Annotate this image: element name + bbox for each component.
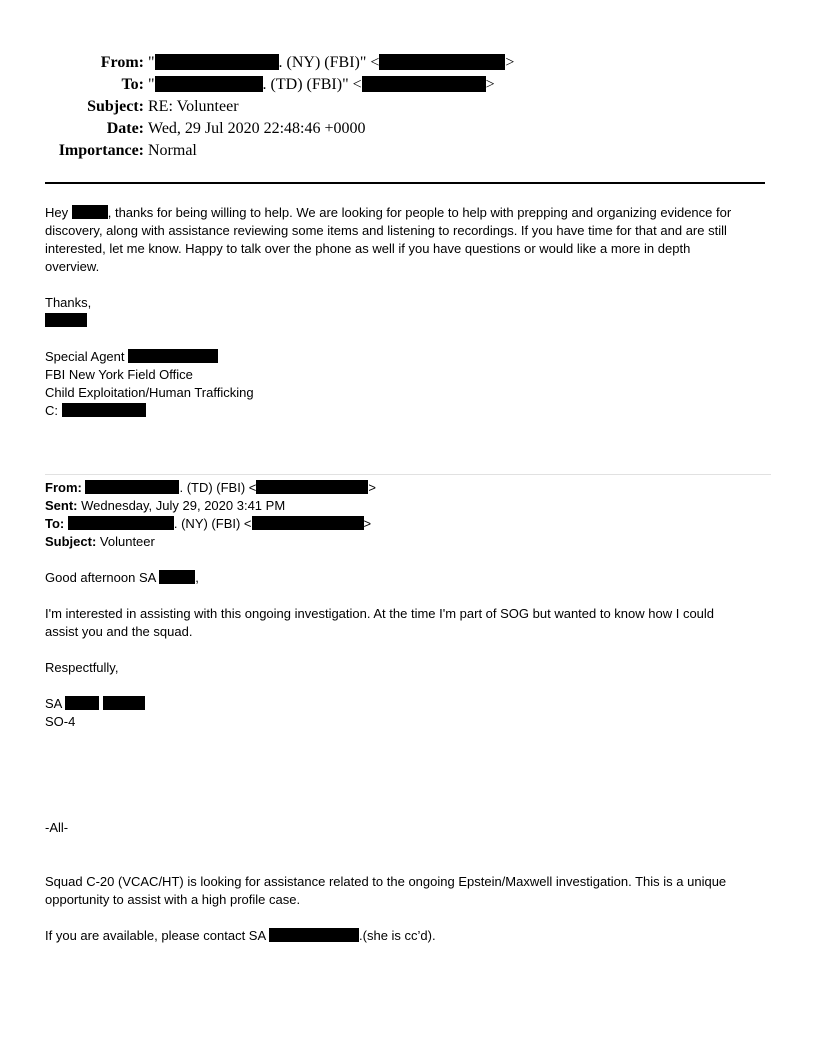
from-bracket: > <box>505 54 515 71</box>
signature-cell: C: <box>45 402 765 420</box>
signature-unit: Child Exploitation/Human Trafficking <box>45 385 254 400</box>
redaction-box <box>65 696 99 710</box>
reply-paragraph-line: discovery, along with assistance reviewing some items and listening to recordings. If you have time for that and are still <box>45 223 727 238</box>
reply-thanks: Thanks, <box>45 295 92 310</box>
quoted-subject: Subject: Volunteer <box>45 534 155 549</box>
subject-value: RE: Volunteer <box>148 98 239 115</box>
redaction-box <box>45 313 87 327</box>
reply-paragraph-line: interested, let me know. Happy to talk over the phone as well if you have questions or would like a more in depth <box>45 241 691 256</box>
redaction-box <box>159 570 195 584</box>
quoted-from: From: . (TD) (FBI) < > <box>45 480 376 495</box>
to-bracket: > <box>485 76 495 93</box>
reply-paragraph-line: Hey , thanks for being willing to help. We are looking for people to help with prepping and organizing evidence for <box>45 205 732 220</box>
redaction-box <box>103 696 145 710</box>
forwarded-notice <box>45 819 765 945</box>
importance-value: Normal <box>148 142 197 159</box>
from-value: . (NY) (FBI)" < <box>278 54 380 71</box>
notice-paragraph-line: opportunity to assist with a high profile case. <box>45 892 301 907</box>
to-quote: " <box>148 76 155 93</box>
from-quote: " <box>148 54 155 71</box>
quoted-paragraph-line: I'm interested in assisting with this ongoing investigation. At the time I'm part of SOG but wanted to know how I could <box>45 606 715 621</box>
redaction-box <box>85 480 179 494</box>
quoted-signature-unit: SO-4 <box>45 714 76 729</box>
quoted-message-divider <box>45 474 771 475</box>
to-label: To: <box>121 76 144 93</box>
quoted-greeting: Good afternoon SA , <box>45 570 199 585</box>
redaction-box <box>62 403 146 417</box>
redaction-box <box>68 516 174 530</box>
signature-office: FBI New York Field Office <box>45 367 193 382</box>
redaction-box <box>379 54 505 70</box>
quoted-to: To: . (NY) (FBI) < > <box>45 516 372 531</box>
quoted-closing: Respectfully, <box>45 660 119 675</box>
redaction-box <box>256 480 368 494</box>
importance-label: Importance: <box>58 142 144 159</box>
notice-paragraph-line: Squad C-20 (VCAC/HT) is looking for assistance related to the ongoing Epstein/Maxwell investigation. This is a unique <box>45 874 727 889</box>
header-divider <box>45 182 765 184</box>
reply-body <box>45 204 765 420</box>
redaction-box <box>128 349 218 363</box>
redaction-box <box>252 516 364 530</box>
notice-salutation: -All- <box>45 820 69 835</box>
signature-title: Special Agent <box>45 348 765 366</box>
redaction-box <box>155 54 279 70</box>
subject-label: Subject: <box>87 98 144 115</box>
date-label: Date: <box>106 120 144 137</box>
quoted-signature-name: SA <box>45 695 765 713</box>
redaction-box <box>269 928 359 942</box>
quoted-paragraph-line: assist you and the squad. <box>45 624 193 639</box>
date-value: Wed, 29 Jul 2020 22:48:46 +0000 <box>148 120 366 137</box>
redaction-box <box>72 205 108 219</box>
redaction-box <box>362 76 486 92</box>
quoted-sent: Sent: Wednesday, July 29, 2020 3:41 PM <box>45 498 286 513</box>
redaction-box <box>155 76 263 92</box>
quoted-message <box>45 479 765 731</box>
notice-contact: If you are available, please contact SA .(she is cc’d). <box>45 928 436 943</box>
from-label: From: <box>100 54 144 71</box>
reply-paragraph-line: overview. <box>45 259 100 274</box>
to-value: . (TD) (FBI)" < <box>262 76 362 93</box>
